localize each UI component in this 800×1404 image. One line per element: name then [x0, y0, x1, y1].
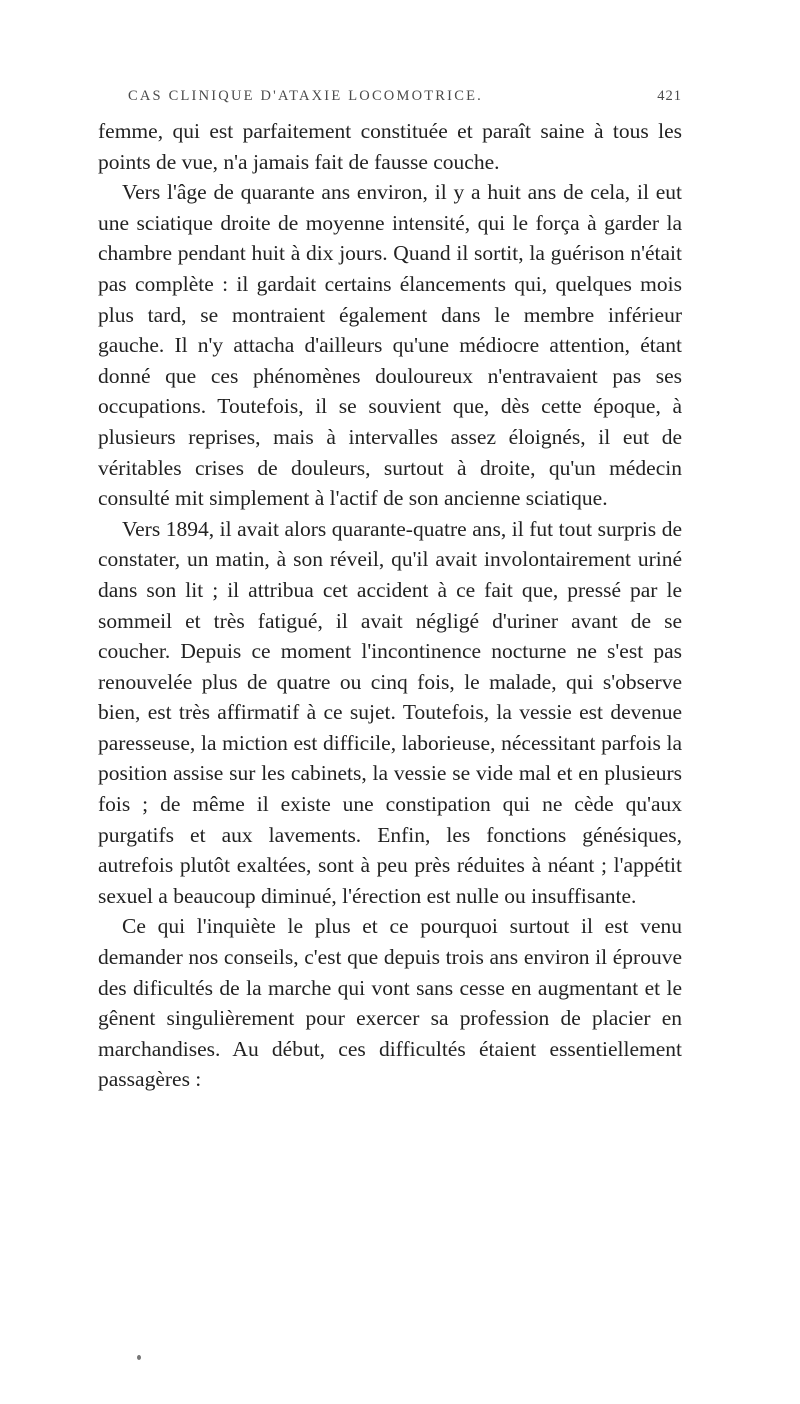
- body-text: [98, 116, 682, 1095]
- paragraph-sciatica-history: Vers l'âge de quarante ans environ, il y a huit ans de cela, il eut une sciatique droite de moyenne intensité, qui le força à garder la chambre pendant huit à dix jours. Quand il sortit, la guérison n'était pas complète : il gardait certains élancements qui, quelques mois plus tard, se montraient également dans le membre inférieur gauche. Il n'y attacha d'ailleurs qu'une médiocre attention, étant donné que ces phénomènes douloureux n'entravaient pas ses occupations. Toutefois, il se souvient que, dès cette époque, à plusieurs reprises, mais à intervalles assez éloignés, il eut de véritables crises de douleurs, surtout à droite, qu'un médecin consulté mit simplement à l'actif de son ancienne sciatique.: [98, 180, 682, 511]
- print-speck: [137, 1355, 141, 1360]
- paragraph-walking-difficulties: Ce qui l'inquiète le plus et ce pourquoi surtout il est venu demander nos conseils, c'est que depuis trois ans environ il éprouve des dificultés de la marche qui vont sans cesse en augmentant et le gênent singulièrement pour exercer sa profession de placier en marchandises. Au début, ces difficultés étaient essentiellement passagères :: [98, 914, 682, 1092]
- running-head: [128, 88, 682, 112]
- paragraph-urinary-symptoms: Vers 1894, il avait alors quarante-quatre ans, il fut tout surpris de constater, un matin, à son réveil, qu'il avait involontairement uriné dans son lit ; il attribua cet accident à ce fait que, pressé par le sommeil et très fatigué, il avait négligé d'uriner avant de se coucher. Depuis ce moment l'incontinence nocturne ne s'est pas renouvelée plus de quatre ou cinq fois, le malade, qui s'observe bien, est très affirmatif à ce sujet. Toutefois, la vessie est devenue paresseuse, la miction est difficile, laborieuse, nécessitant parfois la position assise sur les cabinets, la vessie se vide mal et en plusieurs fois ; de même il existe une constipation qui ne cède qu'aux purgatifs et aux lavements. Enfin, les fonctions génésiques, autrefois plutôt exaltées, sont à peu près réduites à néant ; l'appétit sexuel a beaucoup diminué, l'érection est nulle ou insuffisante.: [98, 516, 682, 908]
- running-title: CAS CLINIQUE D'ATAXIE LOCOMOTRICE.: [128, 88, 483, 104]
- page-number: 421: [657, 88, 682, 104]
- paragraph-continuation: femme, qui est parfaitement constituée et paraît saine à tous les points de vue, n'a jamais fait de fausse couche.: [98, 119, 682, 174]
